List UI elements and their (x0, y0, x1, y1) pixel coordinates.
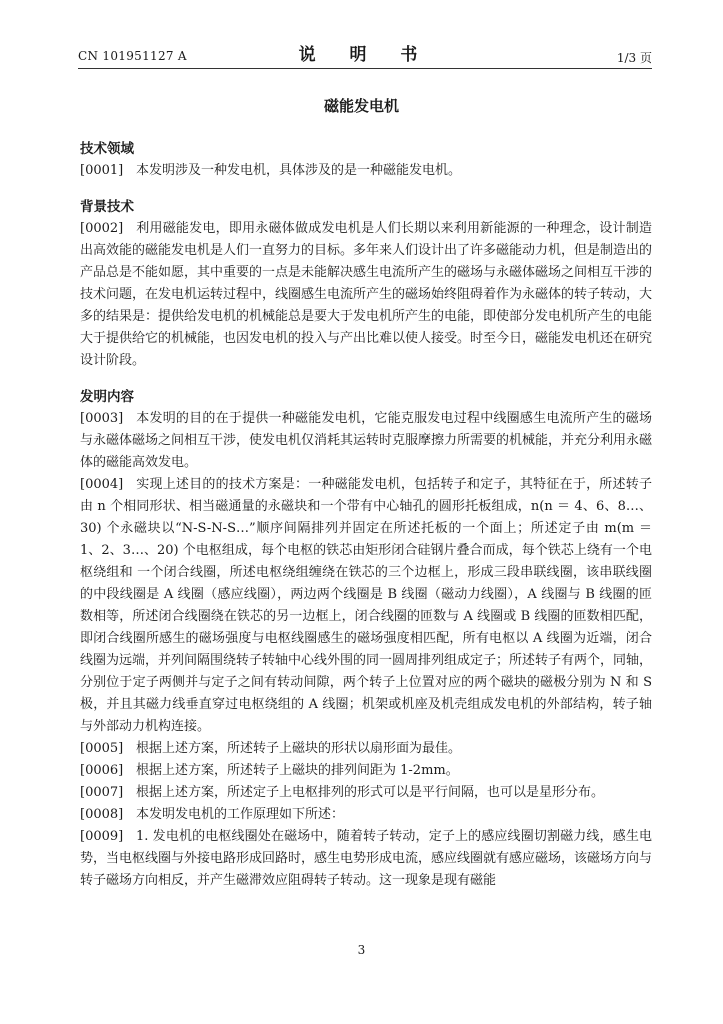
paragraph (80, 408, 652, 474)
section-heading: 背景技术 (80, 199, 134, 215)
paragraph (80, 804, 652, 826)
paragraph (80, 738, 652, 760)
paragraph (80, 160, 652, 182)
paragraph-number: [0003] (80, 411, 124, 426)
paragraph-number: [0008] (80, 807, 124, 822)
paragraph-text: 根据上述方案，所述转子上磁块的排列间距为 1-2mm。 (136, 763, 459, 778)
document-body (80, 138, 652, 892)
paragraph-text: 根据上述方案，所述转子上磁块的形状以扇形面为最佳。 (136, 741, 462, 756)
paragraph-text: 本发明发电机的工作原理如下所述： (136, 807, 345, 822)
document-type: 说 明 书 (298, 45, 432, 65)
paragraph-number: [0002] (80, 221, 124, 236)
header-divider (78, 68, 652, 69)
paragraph-number: [0001] (80, 163, 124, 178)
page-number: 3 (357, 943, 366, 957)
paragraph-number: [0009] (80, 829, 124, 844)
paragraph (80, 782, 652, 804)
page-header (78, 40, 652, 66)
paragraph-number: [0005] (80, 741, 124, 756)
paragraph (80, 760, 652, 782)
paragraph-text: 实现上述目的的技术方案是：一种磁能发电机，包括转子和定子，其特征在于，所述转子由 n 个相同形状、相当磁通量的永磁块和一个带有中心轴孔的圆形托板组成，n(n ＝ 4、6、8…、30) 个永磁块以“N-S-N-S…”顺序间隔排列并固定在所述托板的一个面上；所述定子由 m(m ＝ 1、2、3…、20) 个电枢组成，每个电枢的铁芯由矩形闭合硅钢片叠合而成，每个铁芯上绕有一个电枢绕组和 一个闭合线圈，所述电枢绕组缠绕在铁芯的三个边框上，形成三段串联线圈，该串联线圈的中段线圈是 A 线圈（感应线圈），两边两个线圈是 B 线圈（磁动力线圈），A 线圈与 B 线圈的匝数相等，所述闭合线圈绕在铁芯的另一边框上，闭合线圈的匝数与 A 线圈或 B 线圈的匝数相匹配，即闭合线圈所感生的磁场强度与电枢线圈感生的磁场强度相匹配，所有电枢以 A 线圈为近端，闭合线圈为远端，并列间隔围绕转子转轴中心线外围的同一圆周排列组成定子；所述转子有两个，同轴，分别位于定子两侧并与定子之间有转动间隙，两个转子上位置对应的两个磁块的磁极分别为 N 和 S 极，并且其磁力线垂直穿过电枢绕组的 A 线圈；机架或机座及机壳组成发电机的外部结构，转子轴与外部动力机构连接。 (80, 477, 653, 734)
paragraph-number: [0007] (80, 785, 124, 800)
section-heading: 技术领域 (80, 141, 134, 157)
paragraph (80, 474, 652, 738)
document-title: 磁能发电机 (323, 97, 399, 115)
paragraph-number: [0004] (80, 477, 124, 492)
paragraph-text: 1. 发电机的电枢线圈处在磁场中，随着转子转动，定子上的感应线圈切割磁力线，感生电势，当电枢线圈与外接电路形成回路时，感生电势形成电流，感应线圈就有感应磁场，该磁场方向与转子磁场方向相反，并产生磁滞效应阻碍转子转动。这一现象是现有磁能 (80, 829, 653, 888)
paragraph-text: 本发明的目的在于提供一种磁能发电机，它能克服发电过程中线圈感生电流所产生的磁场与永磁体磁场之间相互干涉，使发电机仅消耗其运转时克服摩擦力所需要的机械能，并充分利用永磁体的磁能高效发电。 (80, 411, 653, 470)
publication-number: CN 101951127 A (78, 49, 187, 63)
paragraph-text: 根据上述方案，所述定子上电枢排列的形式可以是平行间隔，也可以是星形分布。 (136, 785, 605, 800)
paragraph (80, 826, 652, 892)
paragraph-text: 利用磁能发电，即用永磁体做成发电机是人们长期以来利用新能源的一种理念，设计制造出高效能的磁能发电机是人们一直努力的目标。多年来人们设计出了许多磁能动力机，但是制造出的产品总是不能如愿，其中重要的一点是未能解决感生电流所产生的磁场与永磁体磁场之间相互干涉的技术问题，在发电机运转过程中，线圈感生电流所产生的磁场始终阻碍着作为永磁体的转子转动，大多的结果是：提供给发电机的机械能总是要大于发电机所产生的电能，即使部分发电机所产生的电能大于提供给它的机械能，也因发电机的投入与产出比难以使人接受。时至今日，磁能发电机还在研究设计阶段。 (80, 221, 653, 368)
section-heading: 发明内容 (80, 389, 134, 405)
page-of-count: 1/3 页 (616, 51, 652, 65)
paragraph-number: [0006] (80, 763, 124, 778)
paragraph (80, 218, 652, 372)
paragraph-text: 本发明涉及一种发电机，具体涉及的是一种磁能发电机。 (136, 163, 462, 178)
